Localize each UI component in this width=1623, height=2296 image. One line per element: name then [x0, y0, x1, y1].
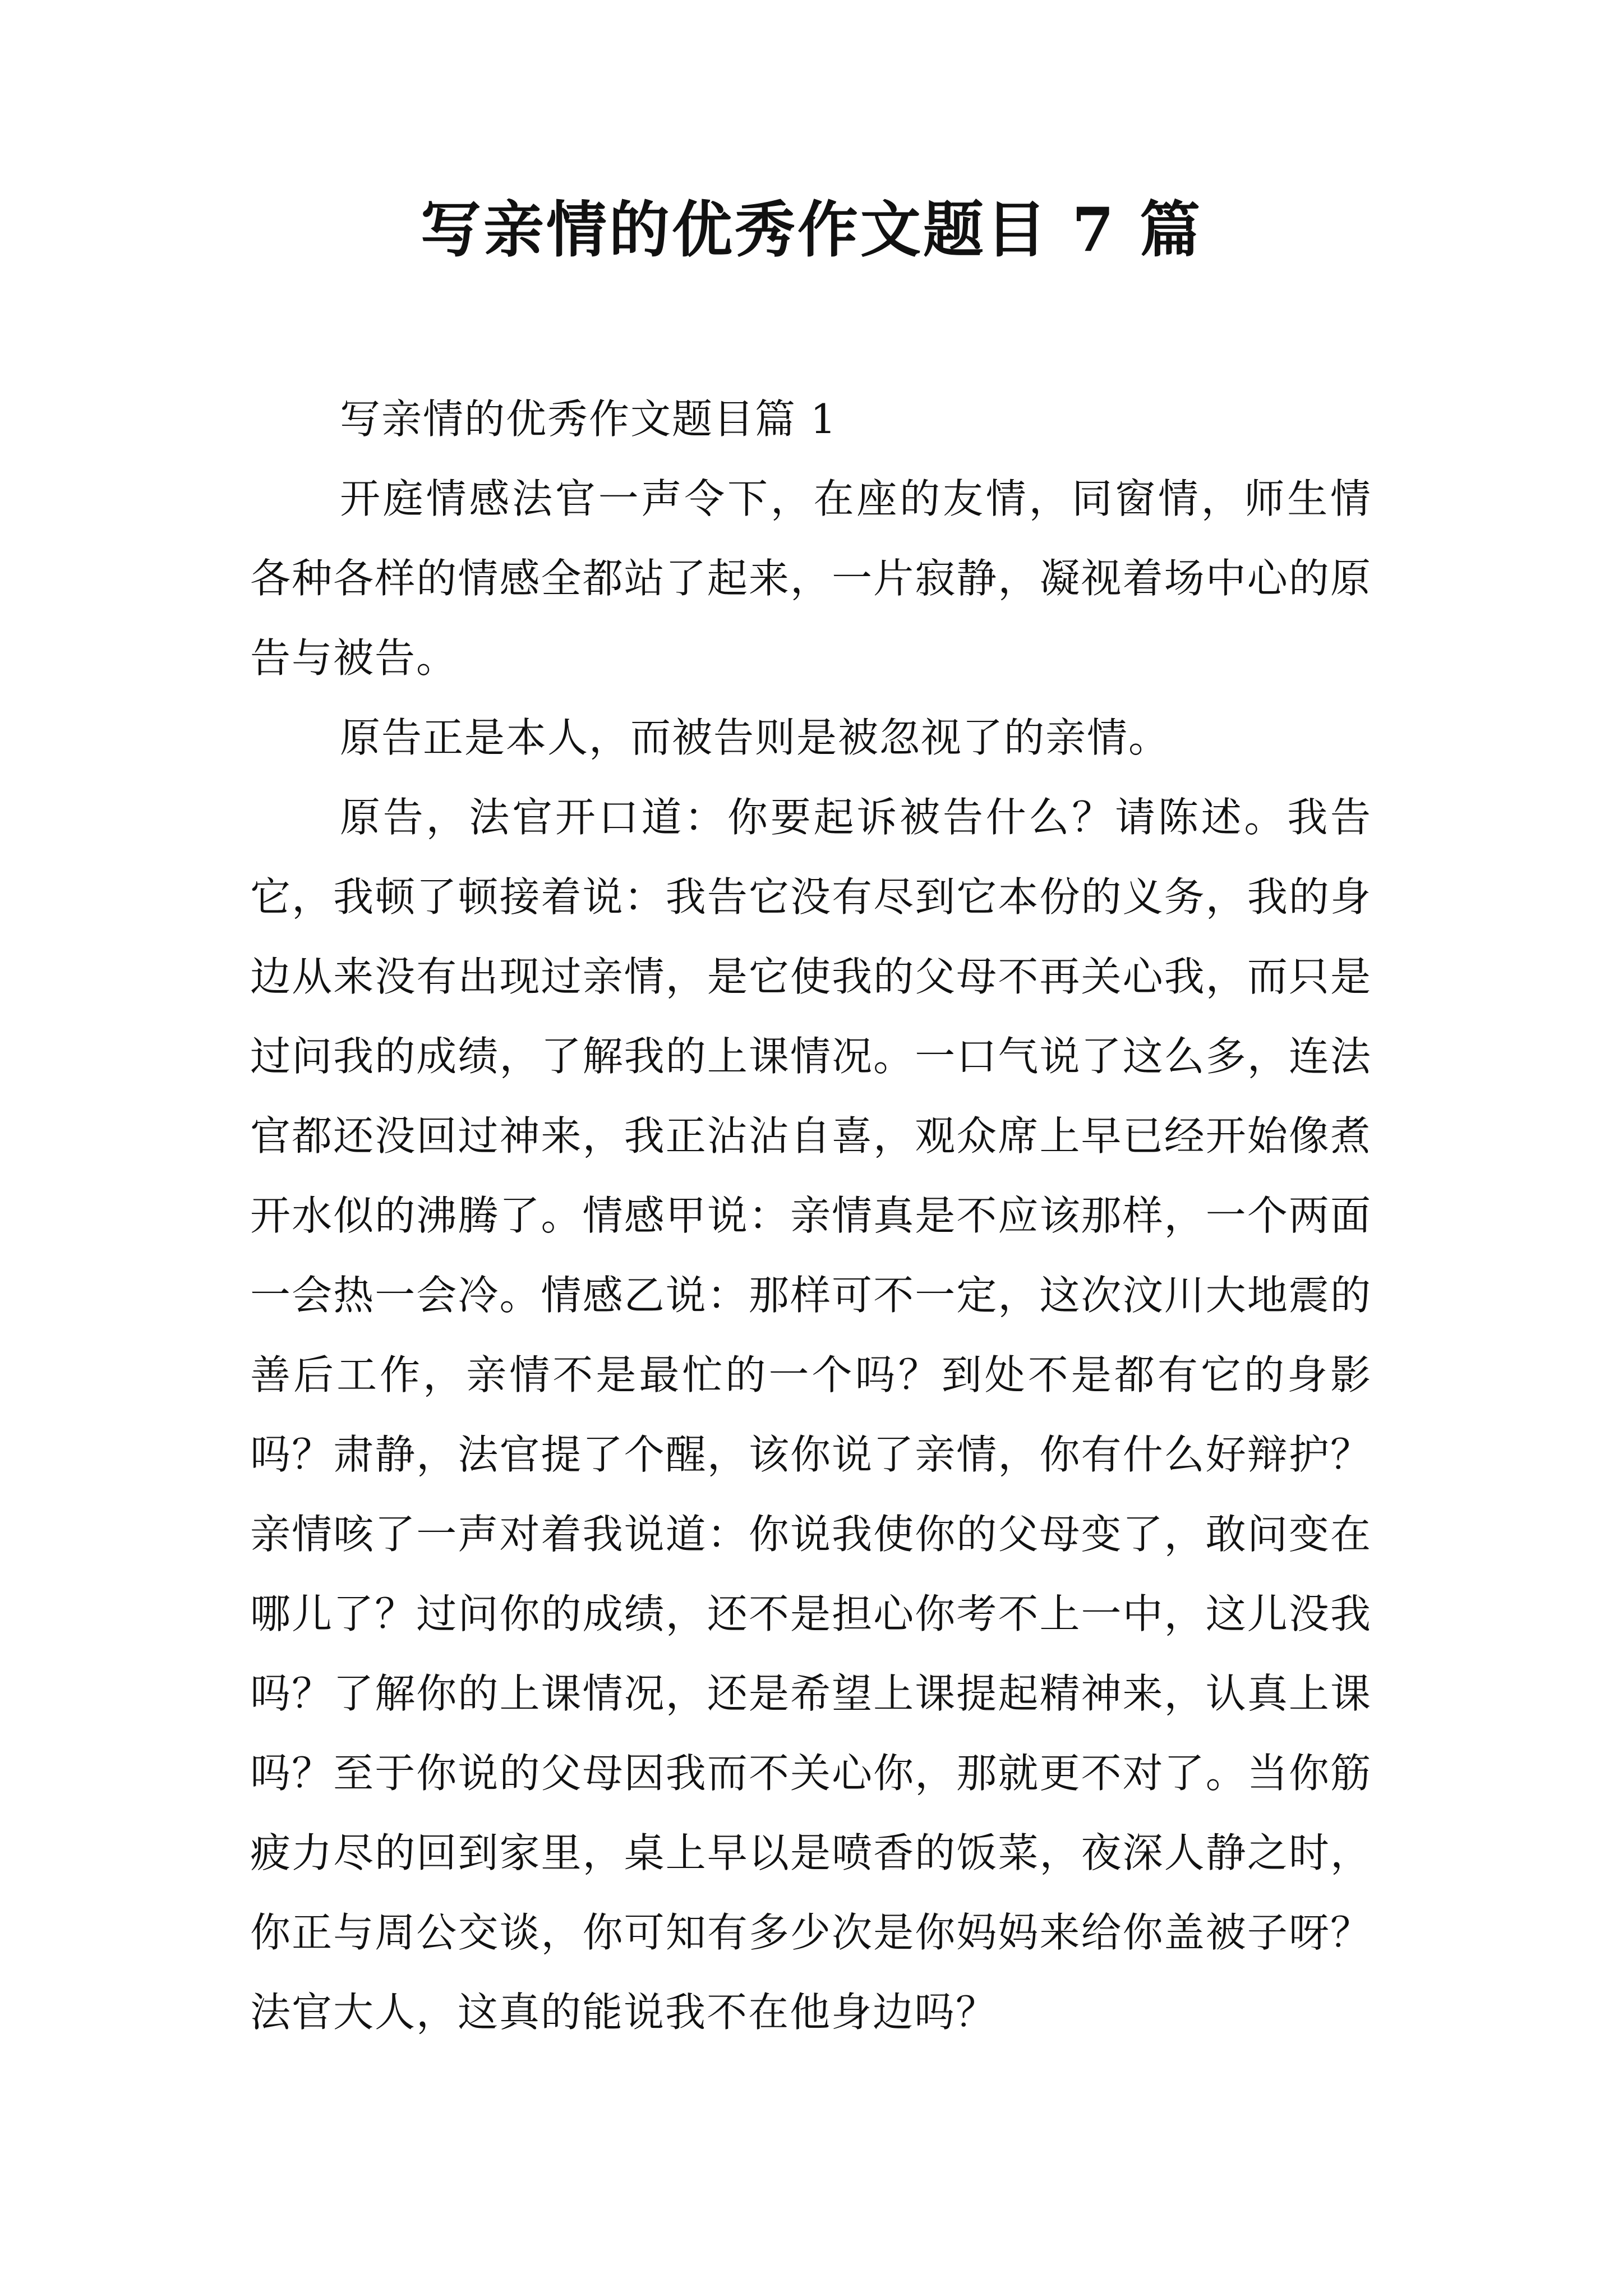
paragraph-2: 原告正是本人，而被告则是被忽视了的亲情。	[340, 714, 1170, 761]
document-title: 写亲情的优秀作文题目 7 篇	[420, 195, 1203, 265]
section-heading: 写亲情的优秀作文题目篇 1	[340, 395, 837, 443]
article-body	[250, 379, 1372, 2052]
paragraph-3: 原告，法官开口道：你要起诉被告什么？请陈述。我告它，我顿了顿接着说：我告它没有尽到它本份的义务，我的身边从来没有出现过亲情，是它使我的父母不再关心我，而只是过问我的成绩，了解我的上课情况。一口气说了这么多，连法官都还没回过神来，我正沾沾自喜，观众席上早已经开始像煮开水似的沸腾了。情感甲说：亲情真是不应该那样，一个两面一会热一会冷。情感乙说：那样可不一定，这次汶川大地震的善后工作，亲情不是最忙的一个吗？到处不是都有它的身影吗？肃静，法官提了个醒，该你说了亲情，你有什么好辩护？亲情咳了一声对着我说道：你说我使你的父母变了，敢问变在哪儿了？过问你的成绩，还不是担心你考不上一中，这儿没我吗？了解你的上课情况，还是希望上课提起精神来，认真上课吗？至于你说的父母因我而不关心你，那就更不对了。当你筋疲力尽的回到家里，桌上早以是喷香的饭菜，夜深人静之时，你正与周公交谈，你可知有多少次是你妈妈来给你盖被子呀？法官大人，这真的能说我不在他身边吗？	[250, 794, 1372, 2036]
paragraph-1: 开庭情感法官一声令下，在座的友情，同窗情，师生情各种各样的情感全都站了起来，一片寂静，凝视着场中心的原告与被告。	[250, 475, 1372, 682]
